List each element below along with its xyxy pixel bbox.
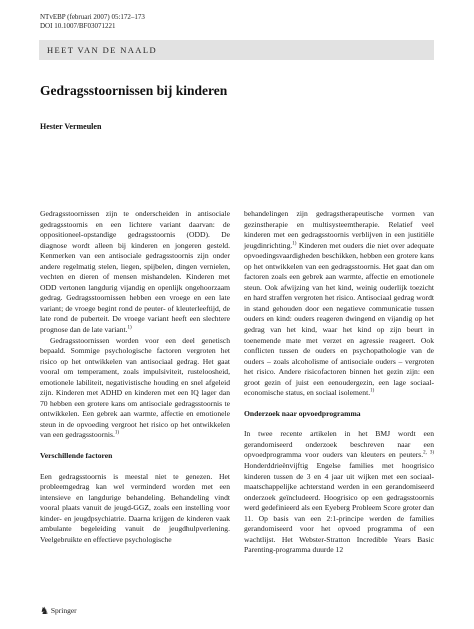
author-name: Hester Vermeulen bbox=[40, 122, 102, 131]
springer-horse-logo-icon: ♞ bbox=[40, 606, 49, 617]
doi: DOI 10.1007/BF03071221 bbox=[40, 22, 116, 30]
right-column bbox=[244, 209, 434, 556]
article-title: Gedragsstoornissen bij kinderen bbox=[40, 83, 228, 98]
subheading: Verschillende factoren bbox=[40, 451, 113, 461]
journal-citation: NTvEBP (februari 2007) 05:172–173 bbox=[40, 13, 145, 21]
section-label: HEET VAN DE NAALD bbox=[47, 45, 157, 55]
subheading: Onderzoek naar opvoedprogramma bbox=[244, 408, 361, 418]
publisher-name: Springer bbox=[50, 606, 77, 615]
footnote-ref: 1) bbox=[292, 241, 297, 247]
paragraph: behandelingen zijn gedragstherapeutische vormen van gezinstherapie en multisysteemtherapie. Relatief veel kinderen met een gedragsstoornis verblijven in een justitiële jeugdinrichting.$^{1)}$ Kinderen met ouders die niet over adequate opvoedingsvaardigheden beschikken, hebben een grotere kans op het ontwikkelen van een gedragsstoornis. Het gaat dan om factoren zoals een gebrek aan warmte, affectie en emotionele steun. Ook afwijzing van het kind, weinig ouderlijk toezicht en hard straffen vergroten het risico. Antisociaal gedrag wordt in stand gehouden door een negatieve communicatie tussen ouders en kind: ouders reageren dwingend en vijandig op het gedrag van het kind, waar het kind op zijn beurt in toenemende mate met verzet en agressie reageert. Ook conflicten tussen de ouders en psychopathologie van de ouders – zoals alcoholisme of antisociale ouders – vergroten het risico. Andere risicofactoren binnen het gezin zijn: een groot gezin of juist een eenoudergezin, een lage sociaal-economische status, en sociaal isolement.$^{1)}$ bbox=[244, 209, 434, 398]
paragraph: Een gedragsstoornis is meestal niet te genezen. Het probleemgedrag kan wel verminderd worden met een intensieve en langdurige behandeling. Behandeling vindt vooral plaats vanuit de jeugd-GGZ, zoals een instelling voor kinder- en jeugdpsychiatrie. Daarna krijgen de kinderen vaak ambulante begeleiding vanuit de jeugdhulpverlening. Veelgebruikte en effectieve psychologische bbox=[40, 471, 230, 544]
paragraph: Gedragsstoornissen worden voor een deel genetisch bepaald. Sommige psychologische factoren vergroten het risico op het ontwikkelen van antisociaal gedrag. Het gaat vooral om temperament, zoals impulsiviteit, rusteloosheid, emotionele labiliteit, negativistische houding en snel afgeleid zijn. Kinderen met ADHD en kinderen met een IQ lager dan 70 hebben een grotere kans om antisociale gedragsstoornis te ontwikkelen. Een gebrek aan warmte, affectie en emotionele steun in de opvoeding vergroot het risico op het ontwikkelen van een gedragsstoornis.$^{1)}$ bbox=[40, 335, 230, 440]
footnote-ref: 1) bbox=[127, 325, 132, 331]
paragraph: In twee recente artikelen in het BMJ wordt een gerandomiseerd onderzoek beschreven naar een opvoedprogramma voor ouders van kleuters en peuters.$^{2, 3)}$ Honderddrieënvijftig Engelse families met hoogrisico kinderen tussen de 3 en 4 jaar uit wijken met een sociaal-maatschappelijke achterstand werden in een gerandomiseerd onderzoek geïncludeerd. Hoogrisico op een gedragsstoornis werd gedefinieerd als een Eyeberg Probleem Score groter dan 11. Op basis van een 2:1-principe werden de families gerandomiseerd voor het opvoed programma of een wachtlijst. Het Webster-Stratton Incredible Years Basic Parenting-programma duurde 12 bbox=[244, 429, 434, 555]
footnote-ref: 1) bbox=[114, 430, 120, 436]
footnote-ref: 1) bbox=[370, 388, 375, 394]
left-column bbox=[40, 209, 230, 545]
publisher-footer bbox=[40, 606, 77, 617]
section-header bbox=[39, 40, 434, 60]
paragraph: Gedragsstoornissen zijn te onderscheiden in antisociale gedragsstoornis en een lichtere variant daarvan: de oppositioneel-opstandige gedragsstoornis (ODD). De diagnose wordt alleen bij kinderen en jongeren gesteld. Kenmerken van een antisociale gedragsstoornis zijn onder andere regelmatig stelen, liegen, spijbelen, dingen vernielen, vechten en dieren of mensen mishandelen. Kinderen met ODD vertonen langdurig vijandig en openlijk ongehoorzaam gedrag. Gedragsstoornissen hebben een vroege en een late variant; de vroege begint rond de peuter- of kleuterleeftijd, de late rond de puberteit. De vroege variant heeft een slechtere prognose dan de late variant.$^{1)}$ bbox=[40, 209, 230, 335]
footnote-ref: 2, 3) bbox=[423, 450, 434, 456]
